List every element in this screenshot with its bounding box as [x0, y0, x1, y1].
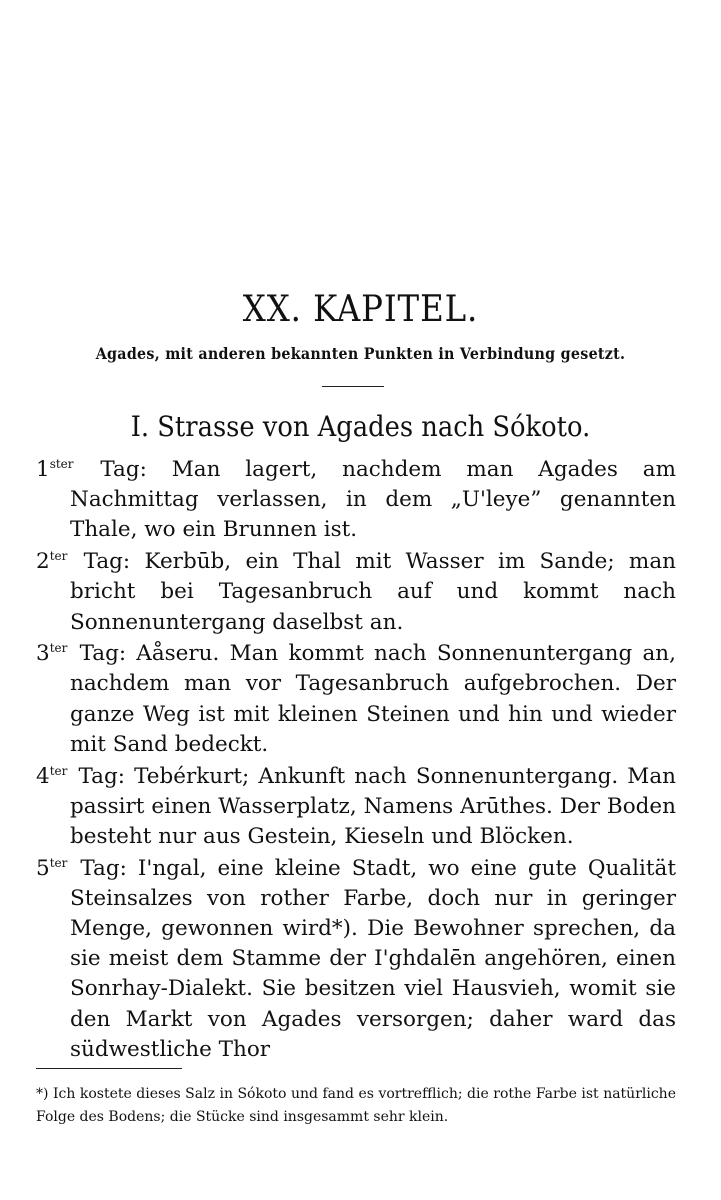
itinerary-entry-day-1 [36, 455, 676, 546]
day-label: Tag: [78, 763, 125, 789]
chapter-subtitle: Agades, mit anderen bekannten Punkten in Verbindung gesetzt. [95, 344, 626, 363]
itinerary-entry-day-2 [36, 547, 676, 638]
day-marker [36, 641, 126, 666]
entry-text: Aåseru. Man kommt nach Sonnenuntergang an, nachdem man vor Tagesanbruch aufgebrochen. Der ganze Weg ist mit kleinen Steinen und hin und wieder mit Sand bedeckt. [70, 641, 676, 757]
day-marker [36, 549, 130, 574]
chapter-title: XX. KAPITEL. [242, 289, 479, 330]
entry-text: Kerbūb, ein Thal mit Wasser im Sande; man bricht bei Tagesanbruch auf und kommt nach Sonnenuntergang daselbst an. [70, 549, 676, 635]
day-marker [36, 856, 127, 881]
section-heading: I. Strasse von Agades nach Sókoto. [130, 410, 591, 443]
entry-text: I'ngal, eine kleine Stadt, wo eine gute Qualität Steinsalzes von rother Farbe, doch nur in geringer Menge, gewonnen wird*). Die Bewohner sprechen, da sie meist dem Stamme der I'ghdalēn angehören, einen Sonrhay-Dialekt. Sie besitzen viel Hausvieh, womit sie den Markt von Agades versorgen; daher ward das südwestliche Thor [70, 855, 676, 1062]
itinerary-list [36, 455, 676, 1067]
itinerary-entry-day-4 [36, 762, 676, 853]
day-label: Tag: [79, 641, 127, 667]
day-label: Tag: [83, 549, 131, 575]
day-ordinal-suffix: ter [49, 855, 68, 870]
entry-text: Tebérkurt; Ankunft nach Sonnenuntergang. Man passirt einen Wasserplatz, Namens Arūthes. Der Boden besteht nur aus Gestein, Kieseln und Blöcken. [70, 763, 676, 849]
itinerary-entry-day-5 [36, 854, 676, 1065]
day-number: 2 [36, 549, 50, 575]
day-marker [36, 764, 125, 789]
day-ordinal-suffix: ter [49, 763, 68, 778]
day-number: 3 [36, 641, 50, 667]
day-ordinal-suffix: ter [49, 641, 68, 656]
day-ordinal-suffix: ter [49, 549, 68, 564]
day-label: Tag: [100, 457, 147, 482]
day-number: 5 [36, 855, 50, 881]
day-ordinal-suffix: ster [49, 457, 74, 471]
day-label: Tag: [80, 855, 127, 881]
entry-text: Man lagert, nachdem man Agades am Nachmittag verlassen, in dem „U'leye” genannten Thale, wo ein Brunnen ist. [70, 457, 676, 543]
day-number: 1 [36, 457, 50, 482]
footnote-divider [36, 1068, 182, 1069]
section-divider [322, 386, 384, 387]
itinerary-entry-day-3 [36, 639, 676, 760]
day-marker [36, 457, 147, 482]
footnote: *) Ich kostete dieses Salz in Sókoto und fand es vortrefflich; die rothe Farbe ist natürliche Folge des Bodens; die Stücke sind insgesammt sehr klein. [36, 1086, 676, 1125]
day-number: 4 [36, 763, 50, 789]
